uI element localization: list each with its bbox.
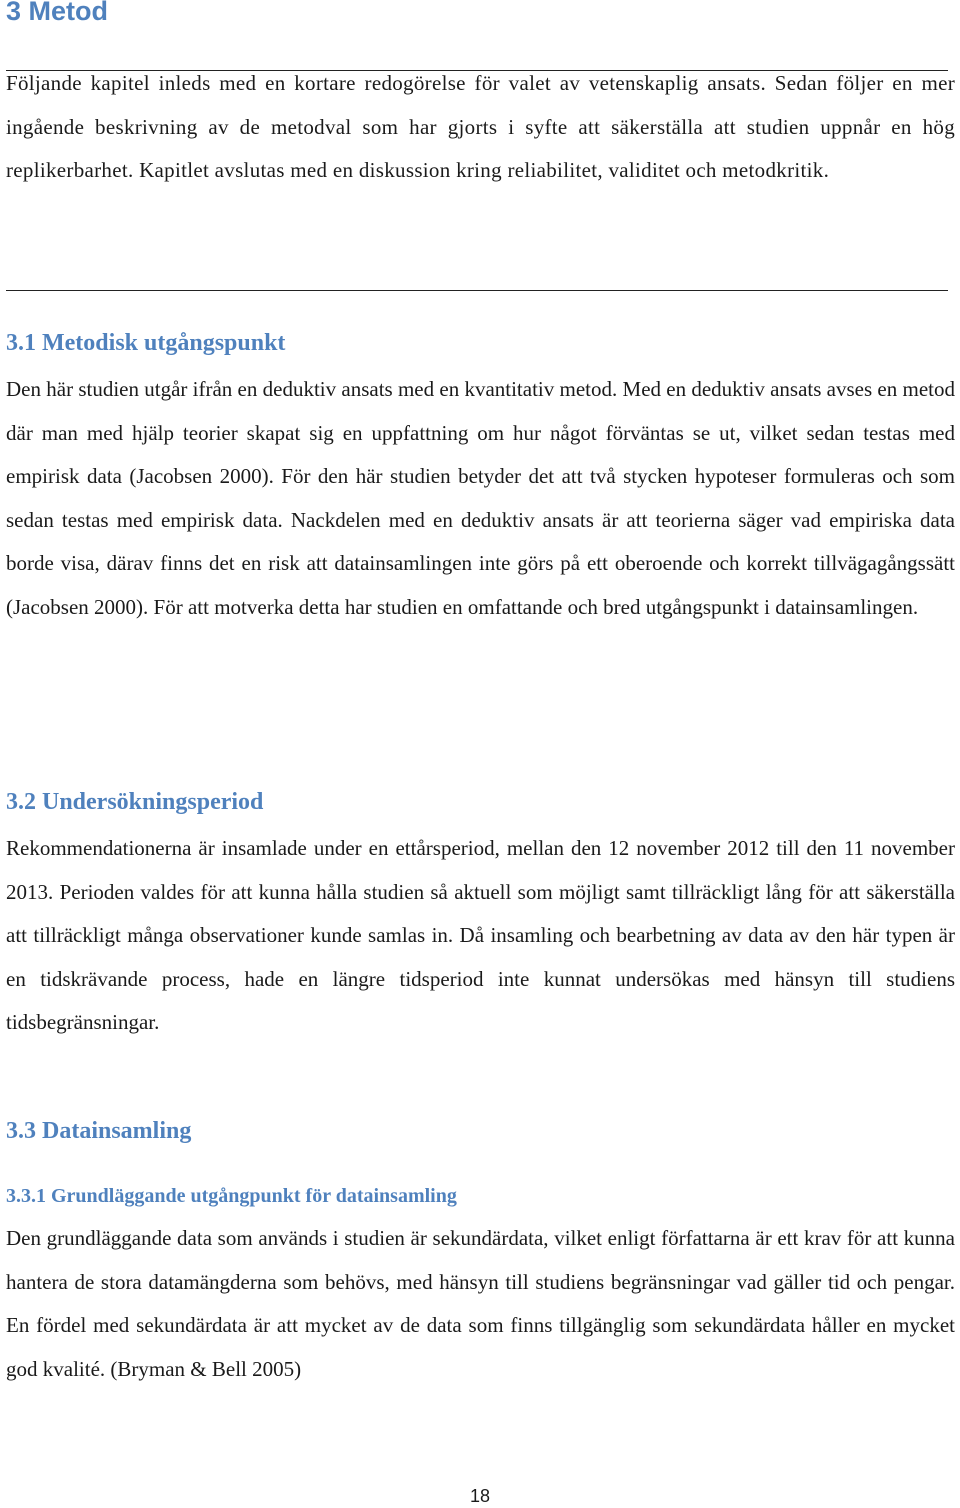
section-3-1-body: Den här studien utgår ifrån en deduktiv ansats med en kvantitativ metod. Med en deduktiv ansats avses en metod där man med hjälp teorier skapat sig en uppfattning om hur något förväntas se ut, vilket sedan testas med empirisk data (Jacobsen 2000). För den här studien betyder det att två stycken hypoteser formuleras och som sedan testas med empirisk data. Nackdelen med en deduktiv ansats är att teorierna säger vad empiriska data borde visa, därav finns det en risk att datainsamlingen inte görs på ett oberoende och korrekt tillvägagångssätt (Jacobsen 2000). För att motverka detta har studien en omfattande och bred utgångspunkt i datainsamlingen. xyxy=(6,377,955,619)
section-3-1-heading: 3.1 Metodisk utgångspunkt xyxy=(6,330,286,356)
section-3-2-body: Rekommendationerna är insamlade under en ettårsperiod, mellan den 12 november 2012 till den 11 november 2013. Perioden valdes för att kunna hålla studien så aktuell som möjligt samt tillräckligt lång för att säkerställa att tillräckligt många observationer kunde samlas in. Då insamling och bearbetning av data av den här typen är en tidskrävande process, hade en längre tidsperiod inte kunnat undersökas med hänsyn till studiens tidsbegränsningar. xyxy=(6,836,955,1034)
section-3-3-heading: 3.3 Datainsamling xyxy=(6,1118,192,1144)
section-3-2-heading: 3.2 Undersökningsperiod xyxy=(6,789,264,815)
chapter-intro: Följande kapitel inleds med en kortare redogörelse för valet av vetenskaplig ansats. Sedan följer en mer ingående beskrivning av de metodval som har gjorts i syfte att säkerställa att studien uppnår en hög replikerbarhet. Kapitlet avslutas med en diskussion kring reliabilitet, validitet och metodkritik. xyxy=(6,71,955,182)
section-3-3-1-body: Den grundläggande data som används i studien är sekundärdata, vilket enligt författarna är ett krav för att kunna hantera de stora datamängderna som behövs, med hänsyn till studiens begränsningar vad gäller tid och pengar. En fördel med sekundärdata är att mycket av de data som finns tillgänglig som sekundärdata håller en mycket god kvalité. (Bryman & Bell 2005) xyxy=(6,1226,955,1381)
page-number: 18 xyxy=(469,1486,491,1506)
intro-bottom-rule xyxy=(6,290,948,291)
chapter-heading: 3 Metod xyxy=(6,0,109,26)
section-3-3-1-heading: 3.3.1 Grundläggande utgångpunkt för datainsamling xyxy=(6,1185,457,1207)
